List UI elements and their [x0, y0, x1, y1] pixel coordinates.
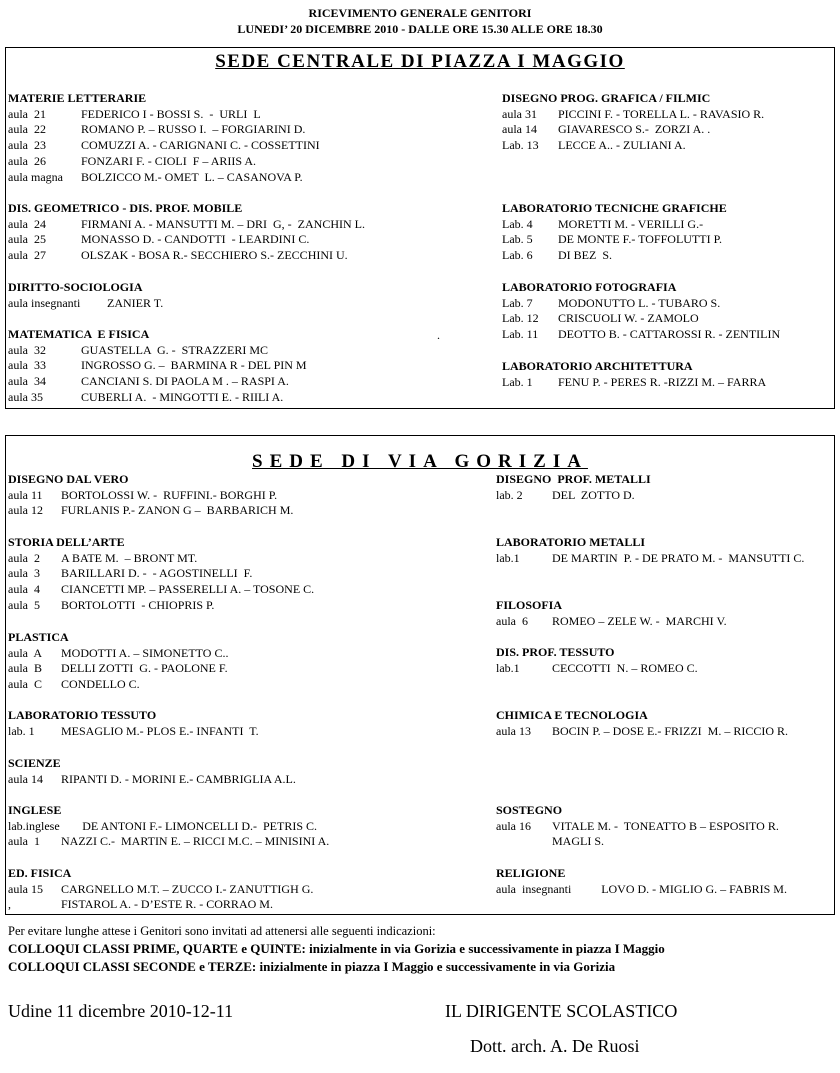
teacher-names: LECCE A.. - ZULIANI A. — [558, 138, 686, 153]
section-sede_gorizia-right-2 — [496, 598, 727, 629]
room-row — [496, 488, 651, 504]
room-label: aula 2 — [8, 550, 40, 565]
room-row — [8, 296, 163, 312]
section-title: RELIGIONE — [496, 866, 566, 880]
room-label: aula magna — [8, 169, 63, 184]
teacher-names: OLSZAK - BOSA R.- SECCHIERO S.- ZECCHINI U. — [81, 248, 348, 263]
sede-centrale-title: SEDE CENTRALE DI PIAZZA I MAGGIO — [215, 51, 625, 72]
teacher-names: DEL ZOTTO D. — [552, 487, 635, 502]
room-row — [502, 375, 766, 391]
room-label: Lab. 4 — [502, 216, 533, 231]
section-title: DISEGNO PROG. GRAFICA / FILMIC — [502, 91, 711, 105]
teacher-names: PICCINI F. - TORELLA L. - RAVASIO R. — [558, 106, 765, 121]
room-row — [502, 122, 764, 138]
room-label: aula 12 — [8, 503, 43, 518]
teacher-names: CARGNELLO M.T. – ZUCCO I.- ZANUTTIGH G. — [61, 881, 314, 896]
teacher-names: CUBERLI A. - MINGOTTI E. - RIILI A. — [81, 389, 284, 404]
room-row — [496, 819, 779, 835]
section-sede_gorizia-right-0 — [496, 472, 651, 503]
room-label: Lab. 12 — [502, 311, 539, 326]
room-row — [8, 677, 228, 693]
room-row — [8, 566, 314, 582]
section-title: ED. FISICA — [8, 866, 72, 880]
room-row — [502, 327, 780, 343]
section-sede_gorizia-right-1 — [496, 535, 804, 566]
section-sede_gorizia-right-3 — [496, 645, 698, 676]
room-label: aula 3 — [8, 566, 40, 581]
footer-line-prime: COLLOQUI CLASSI PRIME, QUARTE e QUINTE: inizialmente in via Gorizia e successivamente in piazza I Maggio — [8, 941, 665, 956]
teacher-names: FEDERICO I - BOSSI S. - URLI L — [81, 106, 261, 121]
room-row — [8, 882, 313, 898]
teacher-names: ROMANO P. – RUSSO I. – FORGIARINI D. — [81, 122, 306, 137]
teacher-names: FIRMANI A. - MANSUTTI M. – DRI G, - ZANCHIN L. — [81, 216, 365, 231]
room-row — [8, 488, 293, 504]
room-label: aula 22 — [8, 122, 46, 137]
sede-gorizia-title: SEDE DI VIA GORIZIA — [252, 451, 588, 472]
section-sede_gorizia-left-4 — [8, 756, 296, 787]
room-label: aula 4 — [8, 582, 40, 597]
room-label: aula insegnanti — [496, 881, 572, 896]
room-label: aula 27 — [8, 248, 46, 263]
dirigente-name: Dott. arch. A. De Ruosi — [470, 1036, 640, 1056]
teacher-names: RIPANTI D. - MORINI E.- CAMBRIGLIA A.L. — [61, 771, 296, 786]
place-date: Udine 11 dicembre 2010-12-11 — [8, 1001, 234, 1021]
room-row — [8, 217, 365, 233]
room-row — [8, 646, 228, 662]
room-label: lab.1 — [496, 660, 520, 675]
section-sede_centrale-right-0 — [502, 91, 764, 154]
teacher-names: CRISCUOLI W. - ZAMOLO — [558, 311, 699, 326]
room-label: Lab. 7 — [502, 295, 533, 310]
room-label: aula 15 — [8, 881, 43, 896]
stray-mark: . — [437, 328, 440, 342]
teacher-names: MONASSO D. - CANDOTTI - LEARDINI C. — [81, 232, 310, 247]
section-title: SOSTEGNO — [496, 803, 563, 817]
room-label: aula 6 — [496, 613, 528, 628]
header-title: RICEVIMENTO GENERALE GENITORI — [308, 6, 532, 20]
section-sede_gorizia-left-6 — [8, 866, 313, 913]
room-row — [8, 358, 307, 374]
room-label: Lab. 11 — [502, 327, 539, 342]
room-label: aula 24 — [8, 216, 46, 231]
teacher-names: GIAVARESCO S.- ZORZI A. . — [558, 122, 711, 137]
room-row — [502, 138, 764, 154]
teacher-names: CECCOTTI N. – ROMEO C. — [552, 660, 698, 675]
room-row — [8, 503, 293, 519]
section-title: DISEGNO DAL VERO — [8, 472, 129, 486]
section-title: STORIA DELL’ARTE — [8, 535, 125, 549]
room-row — [496, 614, 727, 630]
room-row — [8, 122, 320, 138]
teacher-names: INGROSSO G. – BARMINA R - DEL PIN M — [81, 358, 307, 373]
teacher-names: CIANCETTI MP. – PASSERELLI A. – TOSONE C. — [61, 582, 315, 597]
room-row — [8, 107, 320, 123]
room-row — [496, 882, 787, 898]
section-title: DIRITTO-SOCIOLOGIA — [8, 280, 143, 294]
teacher-names: GUASTELLA G. - STRAZZERI MC — [81, 342, 268, 357]
room-row — [8, 834, 329, 850]
room-row — [502, 217, 727, 233]
teacher-names: COMUZZI A. - CARIGNANI C. - COSSETTINI — [81, 138, 320, 153]
teacher-names: BARILLARI D. - - AGOSTINELLI F. — [61, 566, 253, 581]
room-label: Lab. 13 — [502, 138, 539, 153]
room-label: aula 31 — [502, 106, 537, 121]
teacher-names: DELLI ZOTTI G. - PAOLONE F. — [61, 661, 228, 676]
section-sede_gorizia-left-2 — [8, 630, 228, 693]
section-sede_gorizia-left-1 — [8, 535, 314, 614]
section-title: FILOSOFIA — [496, 598, 563, 612]
section-title: INGLESE — [8, 803, 62, 817]
teacher-names: DEOTTO B. - CATTAROSSI R. - ZENTILIN — [558, 327, 781, 342]
room-label: , — [8, 897, 11, 912]
room-label: aula 13 — [496, 723, 531, 738]
section-sede_centrale-left-0 — [8, 91, 320, 185]
section-title: DISEGNO PROF. METALLI — [496, 472, 651, 486]
room-row — [8, 170, 320, 186]
room-label: Lab. 1 — [502, 374, 533, 389]
room-row — [8, 897, 313, 913]
room-row — [496, 551, 804, 567]
room-label: aula 34 — [8, 374, 46, 389]
section-sede_gorizia-right-5 — [496, 803, 779, 850]
room-label: aula 11 — [8, 487, 43, 502]
section-title: LABORATORIO ARCHITETTURA — [502, 359, 693, 373]
teacher-names: FURLANIS P.- ZANON G – BARBARICH M. — [61, 503, 294, 518]
teacher-names: MODOTTI A. – SIMONETTO C.. — [61, 645, 229, 660]
room-row — [502, 248, 727, 264]
room-row — [8, 772, 296, 788]
room-label: lab.inglese — [8, 818, 60, 833]
room-row — [8, 390, 307, 406]
section-sede_gorizia-left-0 — [8, 472, 293, 519]
teacher-names: A BATE M. – BRONT MT. — [61, 550, 198, 565]
section-sede_gorizia-right-6 — [496, 866, 787, 897]
room-label: lab. 2 — [496, 487, 523, 502]
room-label: aula 35 — [8, 389, 43, 404]
teacher-names: FISTAROL A. - D’ESTE R. - CORRAO M. — [61, 897, 273, 912]
room-label: aula 26 — [8, 153, 46, 168]
section-sede_centrale-left-3 — [8, 327, 307, 406]
section-sede_gorizia-left-5 — [8, 803, 329, 850]
room-row — [496, 834, 779, 850]
section-title: LABORATORIO TESSUTO — [8, 708, 157, 722]
room-label: aula 21 — [8, 106, 46, 121]
teacher-names: CONDELLO C. — [61, 677, 140, 692]
room-row — [8, 661, 228, 677]
room-row — [496, 661, 698, 677]
room-row — [502, 107, 764, 123]
teacher-names: NAZZI C.- MARTIN E. – RICCI M.C. – MINISINI A. — [61, 834, 330, 849]
section-sede_centrale-right-1 — [502, 201, 727, 264]
teacher-names: LOVO D. - MIGLIO G. – FABRIS M. — [601, 881, 787, 896]
room-label: aula 14 — [8, 771, 43, 786]
room-row — [8, 374, 307, 390]
section-sede_centrale-right-2 — [502, 280, 780, 343]
room-row — [502, 311, 780, 327]
room-row — [502, 232, 727, 248]
room-row — [8, 232, 365, 248]
room-row — [8, 154, 320, 170]
footer-line-seconde: COLLOQUI CLASSI SECONDE e TERZE: inizialmente in piazza I Maggio e successivamente in via Gorizia — [8, 959, 616, 974]
room-label: lab. 1 — [8, 723, 35, 738]
room-row — [8, 343, 307, 359]
room-label: aula 16 — [496, 818, 531, 833]
teacher-names: MODONUTTO L. - TUBARO S. — [558, 295, 721, 310]
teacher-names: MORETTI M. - VERILLI G.- — [558, 216, 704, 231]
teacher-names: CANCIANI S. DI PAOLA M . – RASPI A. — [81, 374, 289, 389]
teacher-names: DI BEZ S. — [558, 248, 612, 263]
teacher-names: FONZARI F. - CIOLI F – ARIIS A. — [81, 153, 257, 168]
room-label: aula 32 — [8, 342, 46, 357]
teacher-names: ZANIER T. — [107, 295, 164, 310]
room-row — [8, 551, 314, 567]
room-label: aula 23 — [8, 138, 46, 153]
section-title: MATEMATICA E FISICA — [8, 327, 150, 341]
section-title: CHIMICA E TECNOLOGIA — [496, 708, 648, 722]
teacher-names: MAGLI S. — [552, 834, 605, 849]
room-label: lab.1 — [496, 550, 520, 565]
teacher-names: DE MARTIN P. - DE PRATO M. - MANSUTTI C. — [552, 550, 805, 565]
room-row — [496, 724, 788, 740]
dirigente-role: IL DIRIGENTE SCOLASTICO — [445, 1001, 678, 1021]
room-row — [8, 582, 314, 598]
section-sede_gorizia-right-4 — [496, 708, 788, 739]
section-sede_gorizia-left-3 — [8, 708, 259, 739]
room-label: aula 1 — [8, 834, 40, 849]
room-label: aula 5 — [8, 597, 40, 612]
room-label: aula A — [8, 645, 42, 660]
section-title: MATERIE LETTERARIE — [8, 91, 147, 105]
room-label: aula B — [8, 661, 42, 676]
room-row — [8, 724, 259, 740]
section-title: DIS. GEOMETRICO - DIS. PROF. MOBILE — [8, 201, 243, 215]
section-sede_centrale-right-3 — [502, 359, 766, 390]
room-label: aula 33 — [8, 358, 46, 373]
teacher-names: VITALE M. - TONEATTO B – ESPOSITO R. — [552, 818, 779, 833]
room-row — [8, 248, 365, 264]
teacher-names: BORTOLOTTI - CHIOPRIS P. — [61, 597, 215, 612]
section-sede_centrale-left-2 — [8, 280, 163, 311]
room-label: aula C — [8, 677, 42, 692]
room-row — [8, 598, 314, 614]
section-title: PLASTICA — [8, 630, 69, 644]
header-date: LUNEDI’ 20 DICEMBRE 2010 - DALLE ORE 15.30 ALLE ORE 18.30 — [237, 22, 603, 36]
footer-note: Per evitare lunghe attese i Genitori sono invitati ad attenersi alle seguenti indicazioni: — [8, 924, 436, 938]
room-row — [502, 296, 780, 312]
room-label: aula insegnanti — [8, 295, 81, 310]
section-title: LABORATORIO FOTOGRAFIA — [502, 280, 677, 294]
teacher-names: FENU P. - PERES R. -RIZZI M. – FARRA — [558, 374, 767, 389]
room-row — [8, 819, 329, 835]
room-label: aula 14 — [502, 122, 537, 137]
section-sede_centrale-left-1 — [8, 201, 365, 264]
teacher-names: BOLZICCO M.- OMET L. – CASANOVA P. — [81, 169, 303, 184]
teacher-names: DE ANTONI F.- LIMONCELLI D.- PETRIS C. — [82, 818, 317, 833]
teacher-names: BORTOLOSSI W. - RUFFINI.- BORGHI P. — [61, 487, 278, 502]
section-title: SCIENZE — [8, 756, 61, 770]
teacher-names: ROMEO – ZELE W. - MARCHI V. — [552, 613, 727, 628]
room-row — [8, 138, 320, 154]
teacher-names: MESAGLIO M.- PLOS E.- INFANTI T. — [61, 723, 259, 738]
section-title: LABORATORIO TECNICHE GRAFICHE — [502, 201, 727, 215]
room-label: Lab. 6 — [502, 248, 533, 263]
room-label: Lab. 5 — [502, 232, 533, 247]
teacher-names: DE MONTE F.- TOFFOLUTTI P. — [558, 232, 722, 247]
teacher-names: BOCIN P. – DOSE E.- FRIZZI M. – RICCIO R. — [552, 723, 789, 738]
room-label: aula 25 — [8, 232, 46, 247]
section-title: LABORATORIO METALLI — [496, 535, 646, 549]
section-title: DIS. PROF. TESSUTO — [496, 645, 615, 659]
